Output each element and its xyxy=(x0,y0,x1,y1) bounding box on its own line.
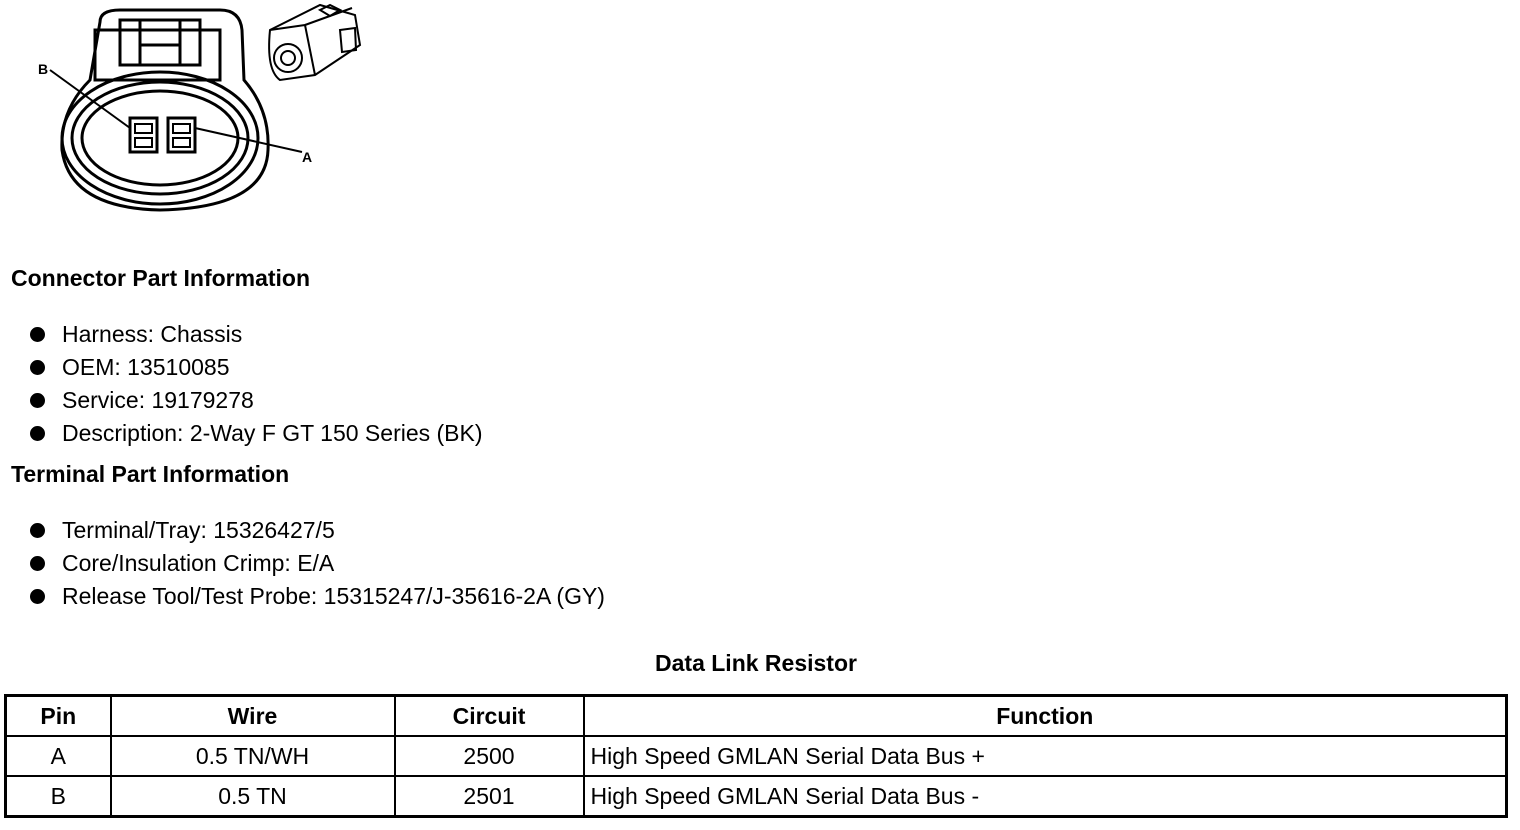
list-item xyxy=(26,318,483,351)
terminal-release-tool: Release Tool/Test Probe: 15315247/J-35616-2A (GY) xyxy=(62,583,605,609)
connector-isometric-sketch xyxy=(269,5,360,80)
connector-info-list xyxy=(26,318,483,450)
terminal-info-title: Terminal Part Information xyxy=(11,461,290,487)
header-function: Function xyxy=(584,696,1507,737)
header-circuit: Circuit xyxy=(395,696,584,737)
table-row xyxy=(6,736,1507,776)
list-item xyxy=(26,384,483,417)
bullet-icon xyxy=(30,523,45,538)
header-wire: Wire xyxy=(111,696,395,737)
bullet-icon xyxy=(30,426,45,441)
bullet-icon xyxy=(30,393,45,408)
cell-function: High Speed GMLAN Serial Data Bus - xyxy=(584,776,1507,817)
cell-pin: B xyxy=(6,776,111,817)
bullet-icon xyxy=(30,589,45,604)
table-header-row xyxy=(6,696,1507,737)
connector-service: Service: 19179278 xyxy=(62,387,254,413)
cell-pin: A xyxy=(6,736,111,776)
connector-oem: OEM: 13510085 xyxy=(62,354,230,380)
cell-circuit: 2501 xyxy=(395,776,584,817)
list-item xyxy=(26,547,605,580)
bullet-icon xyxy=(30,360,45,375)
list-item xyxy=(26,580,605,613)
terminal-crimp: Core/Insulation Crimp: E/A xyxy=(62,550,335,576)
pin-b-label: B xyxy=(38,61,49,77)
bullet-icon xyxy=(30,327,45,342)
terminal-info-list xyxy=(26,514,605,613)
connector-diagram xyxy=(30,0,380,220)
list-item xyxy=(26,417,483,450)
table-title: Data Link Resistor xyxy=(655,650,857,676)
header-pin: Pin xyxy=(6,696,111,737)
pinout-table xyxy=(4,694,1508,818)
cell-circuit: 2500 xyxy=(395,736,584,776)
connector-harness: Harness: Chassis xyxy=(62,321,243,347)
cell-wire: 0.5 TN xyxy=(111,776,395,817)
connector-info-title: Connector Part Information xyxy=(11,265,311,291)
cell-function: High Speed GMLAN Serial Data Bus + xyxy=(584,736,1507,776)
pin-a-label: A xyxy=(302,149,313,165)
list-item xyxy=(26,514,605,547)
table-row xyxy=(6,776,1507,817)
bullet-icon xyxy=(30,556,45,571)
terminal-tray: Terminal/Tray: 15326427/5 xyxy=(62,517,335,543)
cell-wire: 0.5 TN/WH xyxy=(111,736,395,776)
connector-description: Description: 2-Way F GT 150 Series (BK) xyxy=(62,420,483,446)
list-item xyxy=(26,351,483,384)
